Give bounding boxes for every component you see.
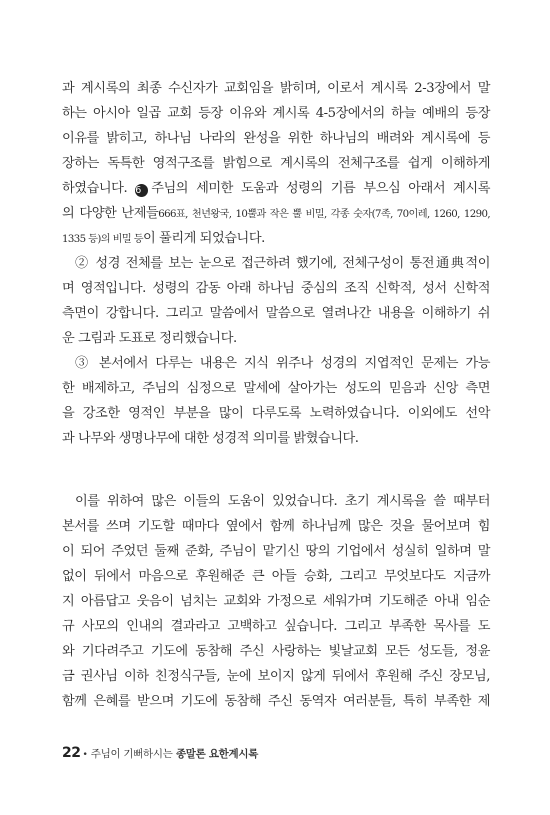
body-line-3: 이유를 밝히고, 하나님 나라의 완성을 위한 하나님의 배려와 계시록에 등 — [62, 131, 490, 146]
body-line-17: 본서를 쓰며 기도할 때마다 옆에서 함께 하나님께 많은 것을 물어보며 힘 — [62, 519, 490, 534]
body-line-5 — [62, 176, 490, 201]
body-line-7 — [62, 226, 490, 251]
footer-bullet: • — [82, 750, 88, 760]
body-line-19: 없이 뒤에서 마음으로 후원해준 큰 아들 승화, 그리고 무엇보다도 지금까 — [62, 569, 490, 584]
body-line-5-prefix: 하였습니다. — [62, 181, 128, 196]
body-line-8: ② 성경 전체를 보는 눈으로 접근하려 했기에, 전체구성이 통전通典적이 — [75, 256, 490, 271]
body-line-11: 운 그림과 도표로 정리했습니다. — [62, 331, 237, 346]
paragraph-gap — [62, 451, 490, 489]
body-line-24: 함께 은혜를 받으며 기도에 동참해 주신 동역자 여러분들, 특히 부족한 제 — [62, 694, 490, 709]
page-body — [62, 76, 490, 714]
body-line-16: 이를 위하여 많은 이들의 도움이 있었습니다. 초기 계시록을 쓸 때부터 — [75, 494, 490, 509]
body-line-7-note: 1335 등)의 비밀 등 — [62, 234, 144, 245]
body-line-14: 을 강조한 영적인 부분을 많이 다루도록 노력하였습니다. 이외에도 선악 — [62, 406, 490, 421]
body-line-18: 이 되어 주었던 둘째 준화, 주님이 맡기신 땅의 기업에서 성실히 일하며 말 — [62, 544, 490, 559]
body-line-2: 하는 아시아 일곱 교회 등장 이유와 계시록 4-5장에서의 하늘 예배의 등장 — [62, 106, 490, 121]
body-line-12: ③ 본서에서 다루는 내용은 지식 위주나 성경의 지엽적인 문제는 가능 — [75, 356, 490, 371]
body-line-15: 과 나무와 생명나무에 대한 성경적 의미를 밝혔습니다. — [62, 431, 359, 446]
body-line-6-main: 의 다양한 난제들 — [62, 206, 159, 221]
body-line-7-main: 이 풀리게 되었습니다. — [143, 231, 265, 246]
body-line-9: 며 영적입니다. 성령의 감동 아래 하나님 중심의 조직 신학적, 성서 신학적 — [62, 281, 490, 296]
body-line-20: 지 아름답고 웃음이 넘치는 교회와 가정으로 세워가며 기도해준 아내 임순 — [62, 594, 490, 609]
footer-series-label: 주님이 기뻐하시는 — [90, 748, 173, 760]
body-line-22: 와 기다려주고 기도에 동참해 주신 사랑하는 빛날교회 모든 성도들, 정윤 — [62, 644, 490, 659]
circled-number-6-icon: 6 — [135, 184, 148, 197]
page-footer — [62, 745, 258, 761]
body-line-6-note: 666표, 천년왕국, 10뿔과 작은 뿔 비밀, 각종 숫자(7족, 70이레, 1260, 1290, — [158, 209, 490, 220]
body-line-5-rest: 주님의 세미한 도움과 성령의 기름 부으심 아래서 계시록 — [151, 181, 491, 196]
body-line-23: 금 권사님 이하 친정식구들, 눈에 보이지 않게 뒤에서 후원해 주신 장모님, — [62, 669, 490, 684]
body-line-13: 한 배제하고, 주님의 심정으로 말세에 살아가는 성도의 믿음과 신앙 측면 — [62, 381, 490, 396]
footer-book-title: 종말론 요한계시록 — [175, 748, 259, 760]
body-line-21: 규 사모의 인내의 결과라고 고백하고 싶습니다. 그리고 부족한 목사를 도 — [62, 619, 490, 634]
body-line-4: 장하는 독특한 영적구조를 밝힘으로 계시록의 전체구조를 쉽게 이해하게 — [62, 156, 490, 171]
page-number: 22 — [62, 745, 81, 761]
body-line-6 — [62, 201, 490, 226]
body-line-1: 과 계시록의 최종 수신자가 교회임을 밝히며, 이로서 계시록 2-3장에서 말 — [62, 81, 490, 96]
body-line-10: 측면이 강합니다. 그리고 말씀에서 말씀으로 열려나간 내용을 이해하기 쉬 — [62, 306, 490, 321]
